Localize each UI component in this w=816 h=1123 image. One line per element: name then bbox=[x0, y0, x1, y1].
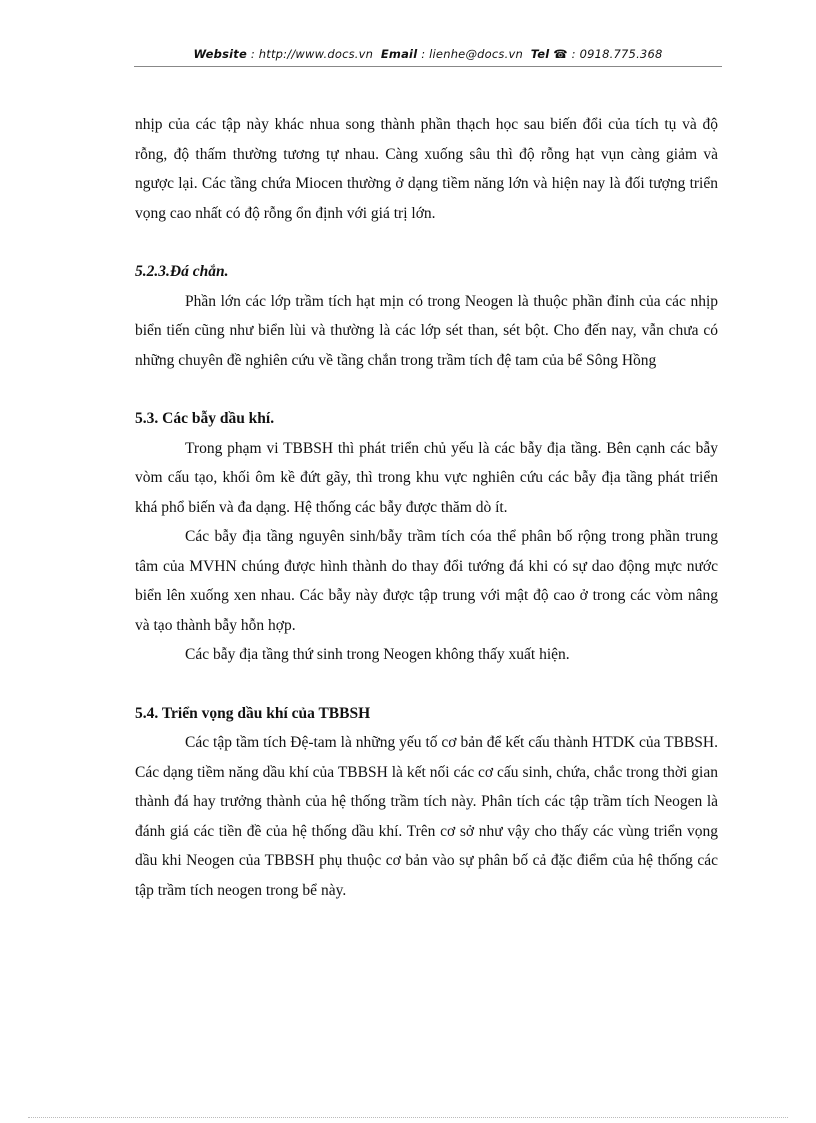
paragraph: Trong phạm vi TBBSH thì phát triển chủ yếu là các bẫy địa tầng. Bên cạnh các bẫy vòm cấu tạo, khối ôm kề đứt gãy, thì trong khu vực nghiên cứu các bẫy địa tầng phát triển khá phổ biến và đa dạng. Hệ thống các bẫy được thăm dò ít. bbox=[135, 439, 718, 516]
section-heading-5-4: 5.4. Triển vọng dầu khí của TBBSH bbox=[135, 704, 371, 722]
section-heading-5-2-3: 5.2.3.Đá chắn. bbox=[135, 263, 229, 280]
phone-icon: ☎ bbox=[553, 47, 568, 61]
tel-label: Tel bbox=[530, 47, 550, 61]
website-label: Website bbox=[193, 47, 247, 61]
email-label: Email bbox=[380, 47, 418, 61]
email-address[interactable]: lienhe@docs.vn bbox=[429, 47, 523, 61]
phone-number: 0918.775.368 bbox=[579, 47, 663, 61]
paragraph: nhịp của các tập này khác nhua song thành phần thạch học sau biến đổi của tích tụ và độ rỗng, độ thấm thường tương tự nhau. Càng xuống sâu thì độ rỗng hạt vụn càng giảm và ngược lại. Các tầng chứa Miocen thường ở dạng tiềm năng lớn và hiện nay là đối tượng triển vọng cao nhất có độ rỗng ổn định với giá trị lớn. bbox=[135, 116, 718, 222]
footer-divider bbox=[28, 1117, 788, 1118]
section-heading-5-3: 5.3. Các bẫy dầu khí. bbox=[135, 410, 275, 427]
document-body bbox=[135, 110, 718, 905]
page-header: Website : http://www.docs.vn Email : lienhe@docs.vn Tel ☎ : 0918.775.368 bbox=[193, 47, 663, 61]
header-divider bbox=[134, 66, 722, 67]
paragraph: Các bẫy địa tầng thứ sinh trong Neogen không thấy xuất hiện. bbox=[185, 646, 570, 663]
website-url[interactable]: http://www.docs.vn bbox=[258, 47, 374, 61]
paragraph: Các bẫy địa tầng nguyên sinh/bẫy trầm tích cóa thể phân bố rộng trong phần trung tâm của MVHN chúng được hình thành do thay đổi tướng đá khi có sự dao động mực nước biển lên xuống xen nhau. Các bẫy này được tập trung với mật độ cao ở trong các vòm nâng và tạo thành bẫy hỗn hợp. bbox=[135, 528, 718, 634]
paragraph: Phần lớn các lớp trầm tích hạt mịn có trong Neogen là thuộc phần đỉnh của các nhịp biển tiến cũng như biển lùi và thường là các lớp sét than, sét bột. Cho đến nay, vẫn chưa có những chuyên đề nghiên cứu về tầng chắn trong trầm tích đệ tam của bể Sông Hồng bbox=[135, 292, 718, 369]
paragraph: Các tập tầm tích Đệ-tam là những yếu tố cơ bản để kết cấu thành HTDK của TBBSH. Các dạng tiềm năng dầu khí của TBBSH là kết nối các cơ cấu sinh, chứa, chắc trong thời gian thành đá hay trưởng thành của hệ thống trầm tích này. Phân tích các tập trầm tích Neogen là đánh giá các tiền đề của hệ thống dầu khí. Trên cơ sở như vậy cho thấy các vùng triển vọng dầu khi Neogen của TBBSH phụ thuộc cơ bản vào sự phân bố cả đặc điểm của hệ thống các tập trầm tích neogen trong bể này. bbox=[135, 734, 718, 899]
